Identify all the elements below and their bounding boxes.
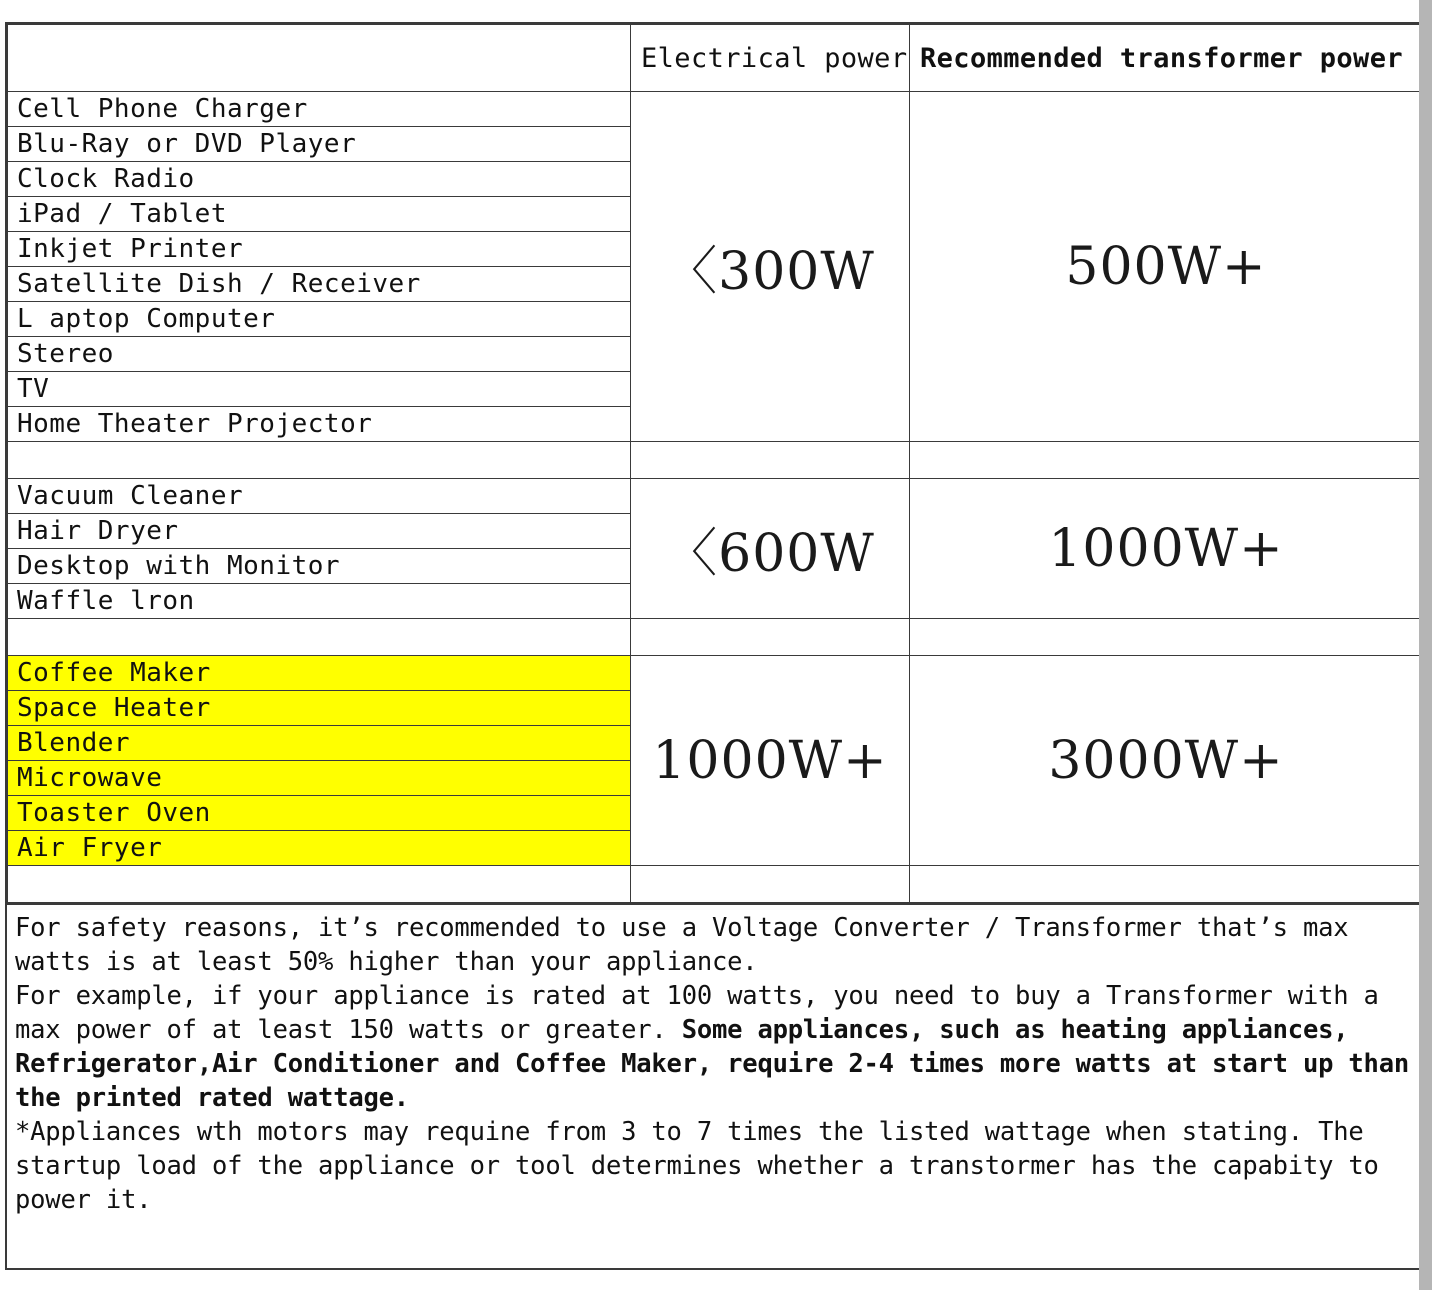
spacer-cell [631,442,910,479]
table-row [8,656,1423,691]
appliance-name-highlighted: Coffee Maker [8,656,631,691]
appliance-name: TV [8,372,631,407]
appliance-name: L aptop Computer [8,302,631,337]
recommended-power-value-group-600w: 1000W+ [910,479,1423,619]
header-electrical-power: Electrical power [631,25,910,92]
appliance-wattage-table [7,24,1423,903]
appliance-name: Cell Phone Charger [8,92,631,127]
appliance-name: Stereo [8,337,631,372]
spacer-cell [910,866,1423,903]
recommended-power-value-group-1000w: 3000W+ [910,656,1423,866]
appliance-name: Blu-Ray or DVD Player [8,127,631,162]
appliance-name-highlighted: Microwave [8,761,631,796]
appliance-name: Inkjet Printer [8,232,631,267]
vertical-scrollbar[interactable] [1419,0,1432,1290]
group-spacer-row [8,442,1423,479]
appliance-name: Home Theater Projector [8,407,631,442]
header-recommended-transformer-power: Recommended transformer power [910,25,1423,92]
table-row [8,92,1423,127]
spacer-cell [631,866,910,903]
scrollbar-edge [1432,0,1440,1290]
appliance-name-highlighted: Air Fryer [8,831,631,866]
group-spacer-row [8,866,1423,903]
appliance-name-highlighted: Space Heater [8,691,631,726]
note-line-2 [15,979,1412,1115]
recommended-power-value-group-300w: 500W+ [910,92,1423,442]
electrical-power-value-group-1000w: 1000W+ [631,656,910,866]
appliance-name: Vacuum Cleaner [8,479,631,514]
appliance-name-highlighted: Toaster Oven [8,796,631,831]
spacer-cell [8,442,631,479]
spacer-cell [910,442,1423,479]
appliance-name: Clock Radio [8,162,631,197]
header-blank-cell [8,25,631,92]
appliance-name: Waffle lron [8,584,631,619]
appliance-name: Desktop with Monitor [8,549,631,584]
spacer-cell [8,866,631,903]
note-line-2-bold: Some appliances, such as heating appliances, Refrigerator,Air Conditioner and Coffee Maker, require 2-4 times more watts at start up than the printed rated wattage. [15,1015,1410,1113]
group-spacer-row [8,619,1423,656]
appliance-name: Satellite Dish / Receiver [8,267,631,302]
appliance-name-highlighted: Blender [8,726,631,761]
table-row [8,479,1423,514]
electrical-power-value-group-600w: 〈600W [631,479,910,619]
table-body [8,25,1423,903]
spacer-cell [631,619,910,656]
note-line-1: For safety reasons, it’s recommended to use a Voltage Converter / Transformer that’s max watts is at least 50% higher than your appliance. [15,913,1349,977]
spacer-cell [8,619,631,656]
table-header-row [8,25,1423,92]
safety-notes-block [7,903,1422,1227]
electrical-power-value-group-300w: 〈300W [631,92,910,442]
note-line-3: *Appliances wth motors may requine from 3 to 7 times the listed wattage when stating. The startup load of the appliance or tool determines whether a transtormer has the capabity to power it. [15,1117,1379,1215]
appliance-name: iPad / Tablet [8,197,631,232]
appliance-name: Hair Dryer [8,514,631,549]
wattage-reference-sheet [5,22,1424,1270]
spacer-cell [910,619,1423,656]
note-line-2-plain: For example, if your appliance is rated at 100 watts, you need to buy a Transformer with a max power of at least 150 watts or greater. [15,981,1379,1045]
